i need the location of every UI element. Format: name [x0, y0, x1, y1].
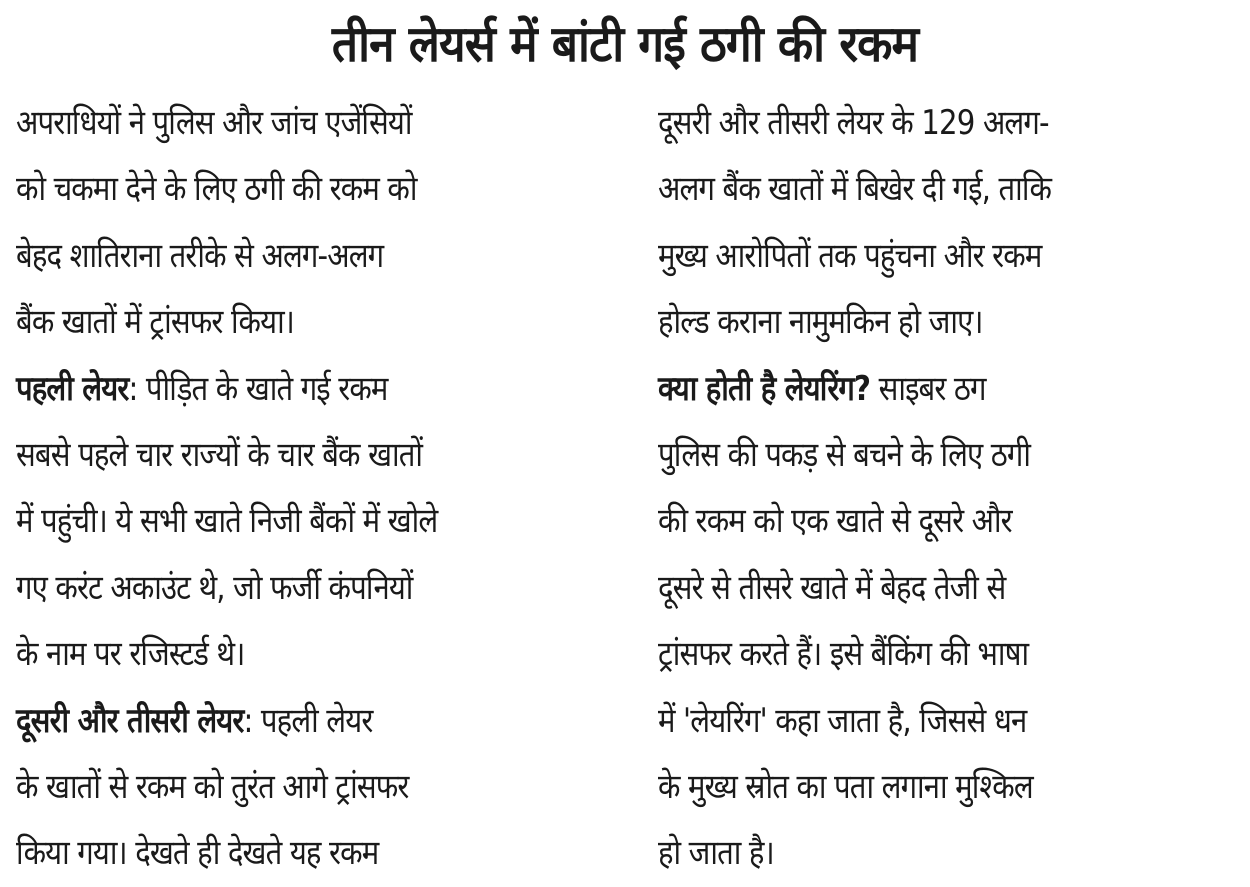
layering-line: दूसरे से तीसरे खाते में बेहद तेजी से: [658, 567, 1006, 608]
layer23-first-text: : पहली लेयर: [243, 700, 373, 741]
layering-heading: क्या होती है लेयरिंग?: [658, 368, 871, 409]
continuation-line: दूसरी और तीसरी लेयर के 129 अलग-: [658, 103, 1049, 143]
article-headline: तीन लेयर्स में बांटी गई ठगी की रकम: [331, 15, 919, 73]
layer1-first-line: [16, 356, 532, 422]
intro-line: अपराधियों ने पुलिस और जांच एजेंसियों: [16, 103, 412, 143]
left-column: [16, 90, 616, 887]
layer1-line: के नाम पर रजिस्टर्ड थे।: [16, 634, 245, 675]
continuation-line: अलग बैंक खातों में बिखेर दी गई, ताकि: [658, 169, 1052, 210]
layer23-heading: दूसरी और तीसरी लेयर: [16, 700, 244, 741]
layering-first-line: [658, 356, 1174, 422]
right-column: [658, 90, 1250, 887]
layering-line: की रकम को एक खाते से दूसरे और: [658, 501, 1012, 542]
layer23-line: किया गया। देखते ही देखते यह रकम: [16, 833, 379, 874]
layer1-first-text: : पीड़ित के खाते गई रकम: [128, 368, 388, 409]
intro-line: बेहद शातिराना तरीके से अलग-अलग: [16, 235, 384, 276]
layer1-line: सबसे पहले चार राज्यों के चार बैंक खातों: [16, 434, 423, 475]
layering-line: में 'लेयरिंग' कहा जाता है, जिससे धन: [658, 700, 1027, 741]
intro-line: को चकमा देने के लिए ठगी की रकम को: [16, 169, 417, 210]
layer23-line: के खातों से रकम को तुरंत आगे ट्रांसफर: [16, 766, 409, 807]
layering-first-text: साइबर ठग: [870, 368, 986, 409]
intro-line: बैंक खातों में ट्रांसफर किया।: [16, 302, 295, 343]
layering-line: के मुख्य स्रोत का पता लगाना मुश्किल: [658, 766, 1033, 807]
layer1-line: गए करंट अकाउंट थे, जो फर्जी कंपनियों: [16, 567, 413, 608]
layering-line: हो जाता है।: [658, 833, 774, 874]
layer1-line: में पहुंची। ये सभी खाते निजी बैंकों में खोले: [16, 501, 438, 542]
continuation-line: मुख्य आरोपितों तक पहुंचना और रकम: [658, 235, 1042, 276]
layering-line: ट्रांसफर करते हैं। इसे बैंकिंग की भाषा: [658, 634, 1029, 675]
layer23-first-line: [16, 688, 532, 754]
layering-line: पुलिस की पकड़ से बचने के लिए ठगी: [658, 434, 1031, 475]
layer1-heading: पहली लेयर: [16, 368, 129, 409]
continuation-line: होल्ड कराना नामुमकिन हो जाए।: [658, 302, 983, 343]
